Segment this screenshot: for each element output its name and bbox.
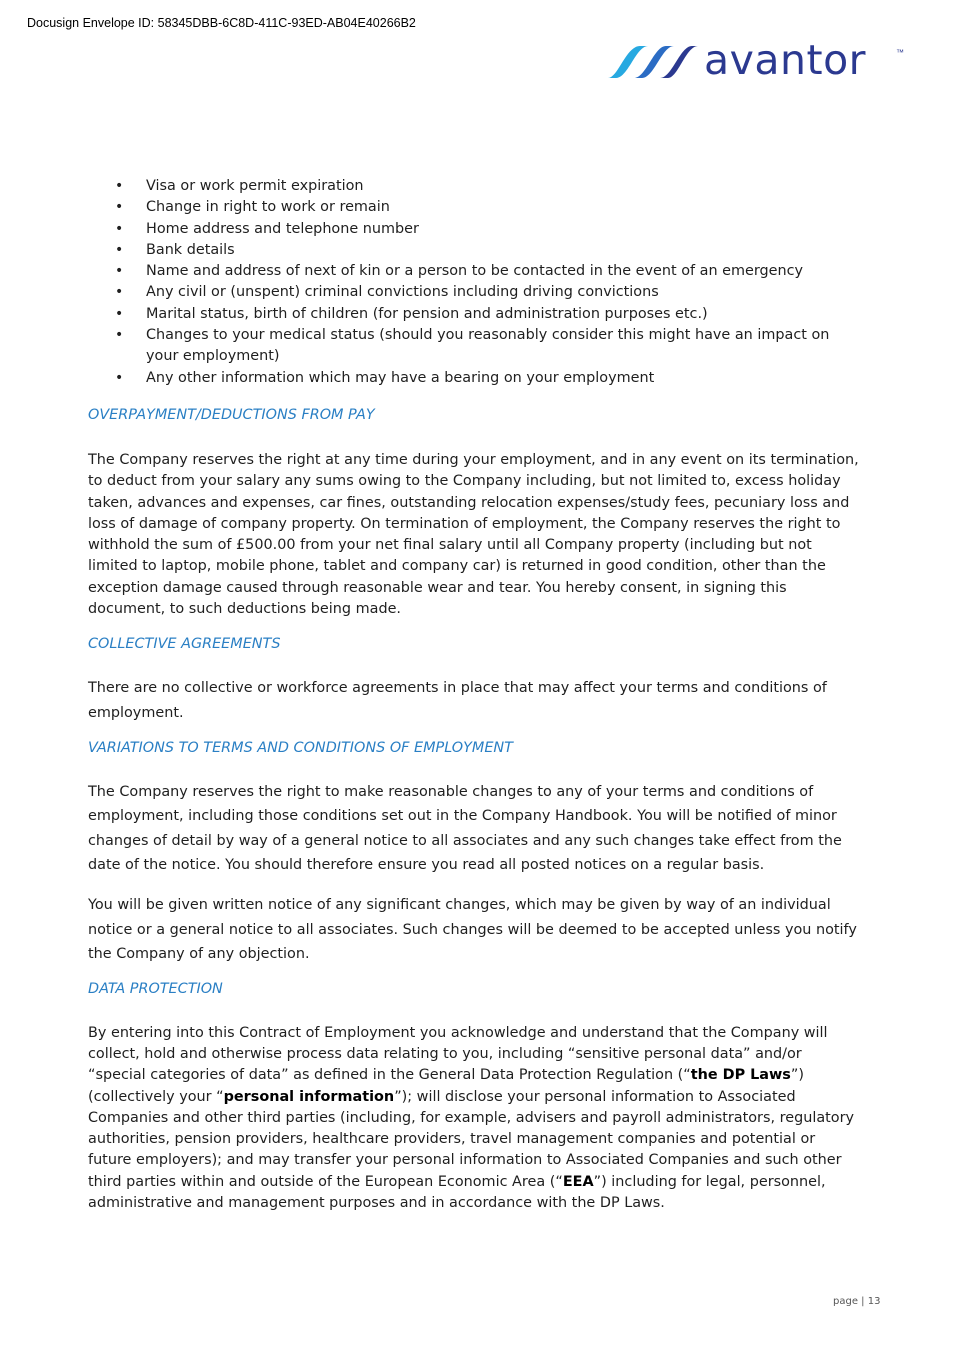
bullet-item: • Any civil or (unspent) criminal convictions including driving convictions bbox=[88, 282, 860, 303]
dp-text-part-3: ”); will disclose your personal information to Associated Companies and other third parties (including, for example, advisers and payroll administrators, regulatory authorities, pension providers, healthcare providers, travel management companies and potential or future employers); and may transfer your personal information to Associated Companies and such other third parties within and outside of the European Economic Area (“ bbox=[88, 1088, 855, 1190]
dp-text-part-1: By entering into this Contract of Employment you acknowledge and understand that the Company will collect, hold and otherwise process data relating to you, including “sensitive personal data” and/or “special categories of data” as defined in the General Data Protection Regulation (“ bbox=[88, 1024, 828, 1084]
term-dp-laws: the DP Laws bbox=[690, 1067, 791, 1084]
info-bullet-list bbox=[88, 176, 860, 389]
paragraph-collective-agreements: There are no collective or workforce agreements in place that may affect your terms and conditions of employment. bbox=[88, 680, 827, 721]
heading-overpayment: OVERPAYMENT/DEDUCTIONS FROM PAY bbox=[88, 406, 375, 423]
dp-text-part-4: ”) including for legal, personnel, administrative and management purposes and in accordance with the DP Laws. bbox=[88, 1173, 826, 1212]
heading-collective-agreements: COLLECTIVE AGREEMENTS bbox=[88, 636, 281, 653]
avantor-logo bbox=[604, 36, 914, 92]
bullet-item: • Changes to your medical status (should you reasonably consider this might have an impact on your employment) bbox=[88, 325, 860, 368]
docusign-envelope-id: Docusign Envelope ID: 58345DBB-6C8D-411C-93ED-AB04E40266B2 bbox=[27, 16, 416, 30]
page-number: page | 13 bbox=[833, 1296, 881, 1307]
bullet-item: • Any other information which may have a bearing on your employment bbox=[88, 368, 860, 389]
paragraph-variations-2: You will be given written notice of any significant changes, which may be given by way of an individual notice or a general notice to all associates. Such changes will be deemed to be accepted unless you notify the Company of any objection. bbox=[88, 896, 857, 963]
heading-variations: VARIATIONS TO TERMS AND CONDITIONS OF EMPLOYMENT bbox=[88, 739, 513, 756]
avantor-logo-icon bbox=[604, 40, 700, 84]
paragraph-overpayment: The Company reserves the right at any time during your employment, and in any event on its termination, to deduct from your salary any sums owing to the Company including, but not limited to, excess holiday taken, advances and expenses, car fines, outstanding relocation expenses/study fees, pecuniary loss and loss of damage of company property. On termination of employment, the Company reserves the right to withhold the sum of £500.00 from your net final salary until all Company property (including but not limited to laptop, mobile phone, tablet and company car) is returned in good condition, other than the exception damage caused through reasonable wear and tear. You hereby consent, in signing this document, to such deductions being made. bbox=[88, 451, 859, 618]
avantor-logo-text: avantor bbox=[704, 36, 867, 84]
heading-data-protection: DATA PROTECTION bbox=[88, 980, 223, 997]
bullet-item: • Change in right to work or remain bbox=[88, 197, 860, 218]
bullet-item: • Marital status, birth of children (for pension and administration purposes etc.) bbox=[88, 304, 860, 325]
bullet-item: • Bank details bbox=[88, 240, 860, 261]
document-body bbox=[88, 176, 860, 1214]
term-personal-information: personal information bbox=[223, 1088, 395, 1105]
term-eea: EEA bbox=[562, 1173, 594, 1190]
bullet-item: • Home address and telephone number bbox=[88, 219, 860, 240]
paragraph-variations-1: The Company reserves the right to make reasonable changes to any of your terms and conditions of employment, including those conditions set out in the Company Handbook. You will be notified of minor changes of detail by way of a general notice to all associates and any such changes take effect from the date of the notice. You should therefore ensure you read all posted notices on a regular basis. bbox=[88, 783, 842, 874]
paragraph-data-protection bbox=[88, 1023, 860, 1215]
dp-text-part-2: ”) (collectively your “ bbox=[88, 1067, 804, 1105]
bullet-item: • Name and address of next of kin or a person to be contacted in the event of an emergency bbox=[88, 261, 860, 282]
bullet-item: • Visa or work permit expiration bbox=[88, 176, 860, 197]
trademark-symbol: ™ bbox=[896, 48, 904, 57]
